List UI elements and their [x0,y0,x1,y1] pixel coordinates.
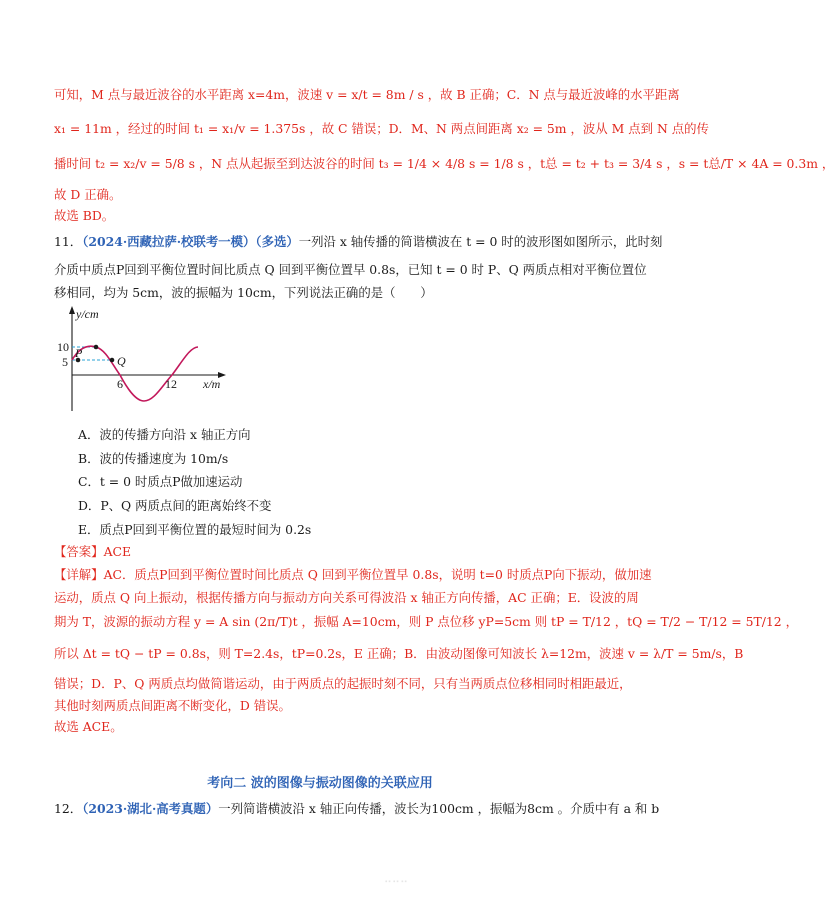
q11-stem-line-3: 移相同，均为 5cm，波的振幅为 10cm，下列说法正确的是（ ） [54,285,433,300]
y-axis-arrow [69,306,75,314]
answer-value: ACE [103,544,132,559]
q11-answer [54,543,131,561]
prev-solution-line-2: x₁ = 11m ，经过的时间 t₁ = x₁/v = 1.375s ，故 C 错误；D．M、N 两点间距离 x₂ = 5m ，波从 M 点到 N 点的传 [54,121,709,136]
prev-solution-line-4: 故 D 正确。 [54,187,122,202]
wave-curve [72,346,198,401]
q11-number: 11． [54,234,83,249]
y-axis-label: y/cm [76,307,99,321]
q11-option-E: E．质点P回到平衡位置的最短时间为 0.2s [78,522,312,537]
q11-detail-line-1 [54,566,652,584]
tick-5: 5 [62,355,68,369]
tick-6: 6 [117,377,123,391]
q11-stem-line-1 [54,233,663,251]
prev-solution-line-1: 可知，M 点与最近波谷的水平距离 x=4m，波速 v = x/t = 8m / s ，故 B 正确；C．N 点与最近波峰的水平距离 [54,87,680,102]
q11-detail-line-4: 所以 Δt = tQ − tP = 0.8s，则 T=2.4s，tP=0.2s，E 正确；B．由波动图像可知波长 λ=12m，波速 v = λ/T = 5m/s，B [54,646,744,661]
section-heading: 考向二 波的图像与振动图像的关联应用 [207,776,433,791]
detail-1: AC．质点P回到平衡位置时间比质点 Q 回到平衡位置早 0.8s，说明 t=0 时质点P向下振动，做加速 [103,567,652,582]
watermark-dots: ⠒⠒⠒ [383,876,408,889]
point-Q [110,358,115,363]
q11-detail-line-6: 其他时刻两质点间距离不断变化，D 错误。 [54,698,291,713]
label-Q: Q [117,354,126,368]
q11-option-A: A．波的传播方向沿 x 轴正方向 [78,427,251,442]
prev-solution-line-3: 播时间 t₂ = x₂/v = 5/8 s ，N 点从起振至到达波谷的时间 t₃ = 1/4 × 4/8 s = 1/8 s ，t总 = t₂ + t₃ = 3/4 s ，s = t总/T × 4A = 0.3m ， [54,156,834,171]
q12-stem [54,800,660,818]
q12-number: 12． [54,801,83,816]
q11-source: （2024·西藏拉萨·校联考一模）（多选） [82,234,299,249]
prev-solution-conclusion: 故选 BD。 [54,208,115,223]
detail-label: 【详解】 [54,567,104,582]
q11-option-C: C．t = 0 时质点P做加速运动 [78,474,243,489]
q11-detail-line-3: 期为 T，波源的振动方程 y = A sin (2π/T)t ，振幅 A=10cm，则 P 点位移 yP=5cm 则 tP = T/12 ，tQ = T/2 − T/12 = 5T/12 ， [54,614,799,629]
q11-option-D: D．P、Q 两质点间的距离始终不变 [78,498,272,513]
q11-detail-line-2: 运动，质点 Q 向上振动，根据传播方向与振动方向关系可得波沿 x 轴正方向传播，AC 正确；E．设波的周 [54,590,639,605]
q11-option-B: B．波的传播速度为 10m/s [78,451,229,466]
q11-stem-line-2: 介质中质点P回到平衡位置时间比质点 Q 回到平衡位置早 0.8s，已知 t = 0 时 P、Q 两质点相对平衡位置位 [54,262,647,277]
q11-detail-line-5: 错误；D．P、Q 两质点均做简谐运动，由于两质点的起振时刻不同，只有当两质点位移相同时相距最近， [54,676,632,691]
wave-figure [56,304,236,416]
tick-10: 10 [57,340,69,354]
q12-source: （2023·湖北·高考真题） [82,801,219,816]
tick-12: 12 [165,377,177,391]
answer-label: 【答案】 [54,544,104,559]
point-peak [94,345,99,350]
q12-stem-text: 一列简谐横波沿 x 轴正向传播，波长为100cm ，振幅为8cm 。介质中有 a 和 b [218,801,660,816]
label-P: P [75,346,83,360]
q11-stem-1: 一列沿 x 轴传播的简谐横波在 t = 0 时的波形图如图所示，此时刻 [298,234,663,249]
x-axis-label: x/m [203,377,221,391]
q11-conclusion: 故选 ACE。 [54,719,123,734]
